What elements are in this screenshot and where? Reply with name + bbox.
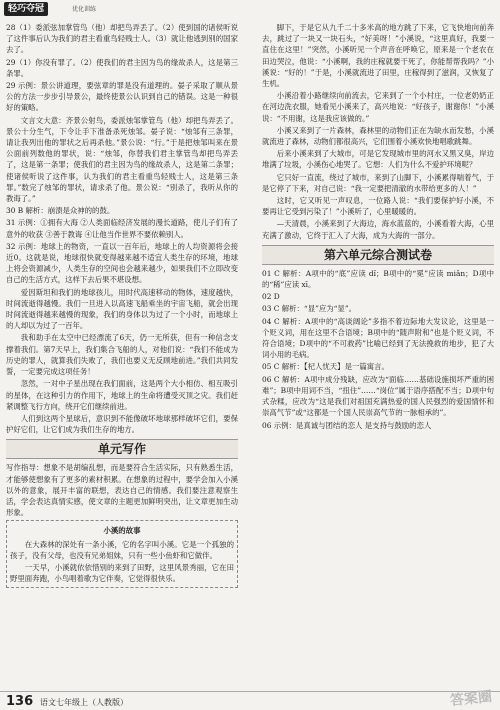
answer-29-b: 29 示例：景公讲道理，要弦章的罪是没有道理的。晏子采取了顺从景公的方法一步步引导景公，最终使景公认识到自己的错误。这是一种很好的策略。 — [6, 81, 238, 113]
essay-box — [6, 520, 238, 588]
answer-06-example: 06 示例：是真诚与团结的恋人 是支持与鼓励的恋人 — [262, 420, 432, 430]
story-paragraph-3: 忽然，一对中子星出现在我们面前，这是两个大小相仿、相互吸引的星体，在这种引力的作用下，地球上的生命将遭受灭顶之灾。我们赶紧调整飞行方向，绕开它们继续前进。 — [6, 379, 238, 411]
page-header — [0, 0, 500, 18]
answer-31: 31 示例：①拥有大海 ②人类面临经济发展的漫长道路，使儿子们有了意外的收获 ③善于教诲 ④让他当作世界不要依赖别人。 — [6, 218, 238, 239]
answer-02: 02 D — [262, 292, 280, 302]
essay-continued-2: 小溪沿着小路继续向前流去，它来到了一个小村庄，一位老奶奶正在河边洗衣服，她看见小溪来了，高兴地说：“好孩子，谢谢你！”小溪说：“不用谢，这是我应该做的。” — [262, 91, 494, 123]
watermark-logo: 答案圈 — [449, 688, 493, 710]
story-paragraph-1: 爱因斯坦和我们的地球孩儿，用时代高速移动的物体，速度越快，时间流逝得越慢。我们一旦进入以高速飞船乘坐的宇宙飞船，就会出现时间流逝得越来越慢的现象，我们的身体以为过了一个小时，而地球上的人却以为过了一百年。 — [6, 287, 238, 331]
classical-translation: 文言文大意：齐景公射鸟，委派烛邹掌管鸟（他）却把鸟弄丢了。景公十分生气，下令让手下准备杀死烛邹。晏子说：“烛邹有三条罪，请让我列出他的罪状之后再杀他。”景公说：“行。”于是把烛邹叫来在景公面前列数他的罪状，说：“烛邹，你替我们君主掌管鸟却把鸟弄丢了，这是第一条罪；使我们的君主因为鸟的缘故杀人，这是第二条罪；使诸侯听说了这件事，认为我们的君主看重鸟轻贱士人，这是第三条罪。”数完了烛邹的罪状，请求杀了他。景公说：“别杀了，我听从你的教诲了。” — [6, 115, 238, 204]
essay-continued-1: 脚下，于是它从九千二十多米高的地方跳了下来，它飞快地向前奔去，跳过了一块又一块石头，“好美呀！”小溪说，“这里真好，我要一直住在这里！”突然，小溪听见一个声音在呼唤它，原来是一个老农在田边哭泣，他说：“小溪啊，我的庄稼就要干死了，你能帮帮我吗？”小溪说：“好的！”于是，小溪就流进了田里，庄稼得到了滋润，又恢复了生机。 — [262, 23, 494, 89]
answer-05: 05 C 解析：【杞人忧天】是一篇寓言。 — [262, 362, 389, 372]
answer-03: 03 C 解析：“显”应为“显”。 — [262, 304, 356, 314]
story-paragraph-2: 我和助手在太空中已经漂流了6天，仍一无所获，但有一种信念支撑着我们。第7天早上，我们集合飞船的人，对他们说：“我们不能成为历史的罪人，就算我们失败了，我们也要义无反顾地前进。”我们共同发誓，一定要完成这项任务！ — [6, 333, 238, 377]
answer-28: 28（1）委派弦加掌管鸟（他）却把鸟弄丢了。（2）使到国的诸侯听说了这件事后认为我们的君主看重鸟轻贱士人。（3）就让他逃到别的国家去了。 — [6, 23, 238, 55]
answer-32: 32 示例：地球上的物资，一直以一百年后，地球上的人均资源将会接近0。这就是说，地球很快就变得越来越不适宜人类生存的环境，地球上将会资源减少，人类生存的空间也会越来越少，如果我们不立即改变自己的生活方式，这样下去后果不堪设想。 — [6, 241, 238, 285]
answer-01: 01 C 解析：A项中的“底”应读 dǐ；B项中的“冕”应读 miǎn；D项中的“稀”应读 xī。 — [262, 268, 494, 290]
story-paragraph-4: 人们到这两个星球后，意识到不能像破坏地球那样破坏它们，要保护好它们，让它们成为我们生存的地方。 — [6, 413, 238, 435]
essay-paragraph-2: 一天早，小溪就依依惜别的来到了田野，这里风景秀丽，它在田野里面奔跑，小鸟唱着歌为它伴奏，它觉得很快乐。 — [10, 562, 234, 584]
right-column — [262, 22, 494, 432]
answer-06: 06 C 解析：A项中成分残缺，应改为“面临……基础设施损坏严重的困难”；B项中用词不当，“扭住”……“岗位”属于语序搭配不当；D项中句式杂糅，应改为“这是我们对祖国充满热爱的国人民强烈的爱国情怀和崇高气节”或“这都是一个国人民崇高气节的一脉相承的”。 — [262, 374, 494, 418]
essay-continued-3: 小溪又来到了一片森林，森林里的动物们正在为缺水而发愁，小溪就流进了森林，动物们都很高兴，它们围着小溪欢快地唱歌跳舞。 — [262, 125, 494, 147]
book-title: 语文七年级上（人教版） — [40, 698, 128, 707]
essay-guidance: 写作指导：想象不是胡编乱想，而是要符合生活实际，只有熟悉生活，才能够使想象有了更多的素材积累。在想象的过程中，要学会加入小溪以外的意象，展开丰富的联想，表达自己的情感。我们要注意观察生活，学会表达真情实感，使文章的主题更加鲜明突出，让文章更加生动形象。 — [6, 463, 238, 518]
answer-29-a: 29（1）你没有罪了。（2）使我们的君主因为鸟的缘故杀人，这是第三条罪。 — [6, 57, 238, 78]
answer-30: 30 B 解析：崩溃是众神的的鼓。 — [6, 206, 115, 216]
section-title-unit-test: 第六单元综合测试卷 — [262, 245, 494, 265]
left-column — [6, 22, 238, 588]
answer-04: 04 C 解析：A项中的“高谈阔论”多指不着边际地大发议论，这里是一个贬义词，用在这里不合语境；B项中的“随声附和”也是个贬义词，不符合语境；D项中的“不可救药”比喻已经到了无法挽救的地步，犯了大词小用的毛病。 — [262, 316, 494, 360]
essay-continued-7: —天清晨，小溪来到了大海边，海水蓝蓝的，小溪看着大海，心里充满了激动，它终于汇入了大海，成为大海的一部分。 — [262, 219, 494, 240]
page-footer — [0, 688, 500, 710]
essay-continued-5: 它只好一直流，绕过了城市，来到了山脚下，小溪累得喘着气，于是它停了下来，对自己说：“我一定要把清澈的水带给更多的人！” — [262, 172, 494, 193]
page-number: 136 — [6, 694, 34, 709]
essay-continued-4: 后来小溪来到了大城市，可是它发现城市里的河水又黑又臭，岸边堆满了垃圾，小溪伤心地哭了。它想：人们为什么不爱护环境呢？ — [262, 149, 494, 170]
brand-logo: 轻巧夺冠 — [4, 2, 48, 16]
essay-title: 小溪的故事 — [103, 526, 141, 536]
section-title-writing: 单元写作 — [6, 439, 238, 459]
brand-subtitle: 优化训练 — [72, 6, 97, 13]
essay-continued-6: 这时，它又听见一声叹息，一位路人说：“我们要保护好小溪，不要再让它受到污染了！”小溪听了，心里暖暖的。 — [262, 196, 494, 217]
essay-paragraph-1: 在大森林的深处有一条小溪，它的名字叫小溪。它是一个孤独的孩子，没有父母，也没有兄弟姐妹，只有一些小鱼虾和它做伴。 — [10, 539, 234, 560]
